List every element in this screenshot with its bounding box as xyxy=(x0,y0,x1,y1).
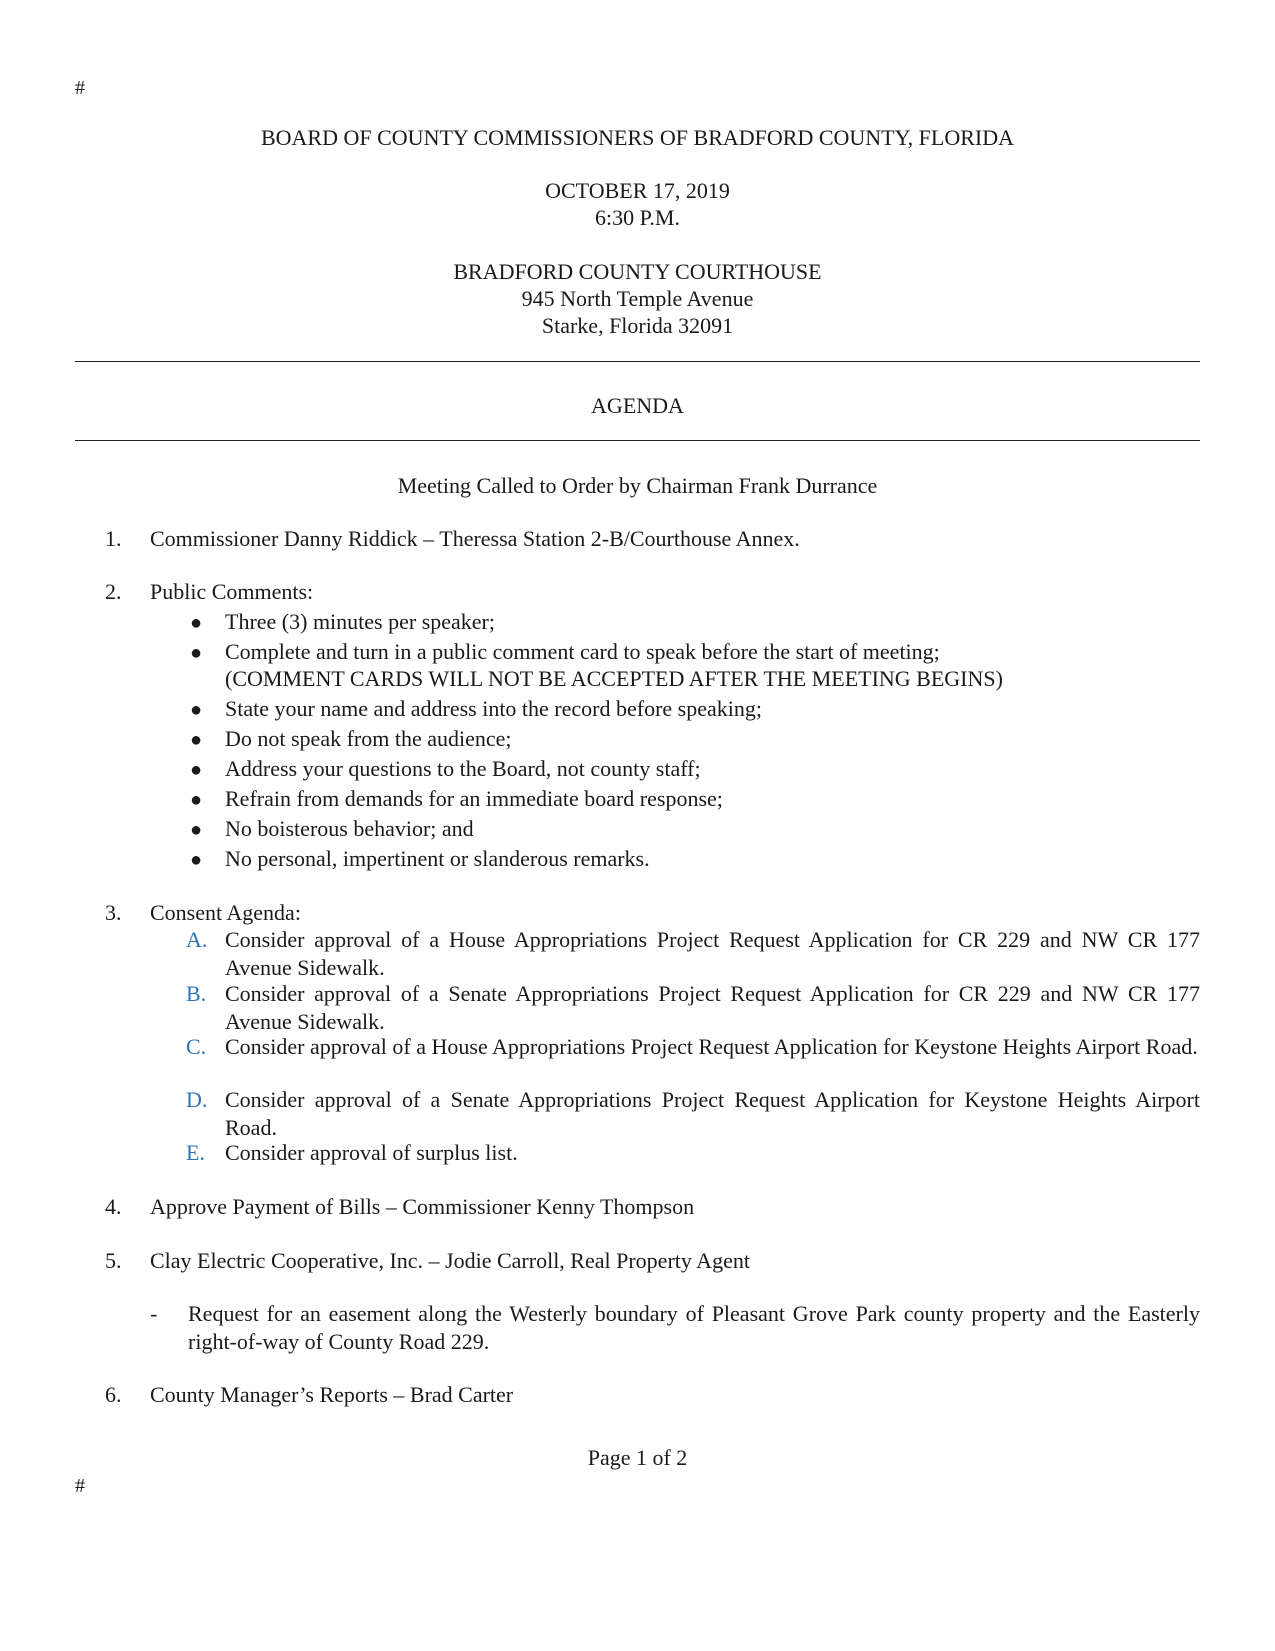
item-text: Approve Payment of Bills – Commissioner Kenny Thompson xyxy=(150,1194,695,1219)
consent-letter: D. xyxy=(186,1087,208,1112)
consent-item: Consider approval of a House Appropriations Project Request Application for Keystone Heights Airport Road. xyxy=(225,1034,1198,1059)
consent-item: Consider approval of a Senate Appropriations Project Request Application for CR 229 and NW CR 177 Avenue Sidewalk. xyxy=(225,981,1200,1034)
consent-letter: C. xyxy=(186,1034,207,1059)
bullet-icon: ● xyxy=(190,699,203,721)
agenda-heading: AGENDA xyxy=(591,393,684,418)
consent-letter: B. xyxy=(186,981,207,1006)
dash-marker: - xyxy=(150,1301,158,1326)
item-number: 6. xyxy=(105,1382,122,1407)
bullet-icon: ● xyxy=(190,612,203,634)
page-marker-top: # xyxy=(75,77,85,99)
page-number: Page 1 of 2 xyxy=(587,1445,688,1470)
page-marker-bottom: # xyxy=(75,1475,85,1497)
bullet-icon: ● xyxy=(190,759,203,781)
bullet-icon: ● xyxy=(190,642,203,664)
list-item: Refrain from demands for an immediate board response; xyxy=(225,786,723,811)
item-number: 4. xyxy=(105,1194,122,1219)
list-item: Three (3) minutes per speaker; xyxy=(225,609,495,634)
bullet-icon: ● xyxy=(190,729,203,751)
list-item: State your name and address into the record before speaking; xyxy=(225,696,762,721)
item-number: 5. xyxy=(105,1248,122,1273)
header-rule-top xyxy=(75,361,1200,362)
list-item: Complete and turn in a public comment card to speak before the start of meeting; xyxy=(225,639,940,664)
bullet-icon: ● xyxy=(190,789,203,811)
bullet-icon: ● xyxy=(190,819,203,841)
list-item-continuation: (COMMENT CARDS WILL NOT BE ACCEPTED AFTER THE MEETING BEGINS) xyxy=(225,666,1003,691)
venue-address-line2: Starke, Florida 32091 xyxy=(541,313,734,338)
meeting-time: 6:30 P.M. xyxy=(595,205,680,230)
list-item: Do not speak from the audience; xyxy=(225,726,512,751)
item-text: Public Comments: xyxy=(150,579,314,604)
consent-letter: A. xyxy=(186,927,208,952)
board-title: BOARD OF COUNTY COMMISSIONERS OF BRADFORD COUNTY, FLORIDA xyxy=(260,125,1014,150)
consent-item: Consider approval of surplus list. xyxy=(225,1140,518,1165)
item-text: Clay Electric Cooperative, Inc. – Jodie Carroll, Real Property Agent xyxy=(150,1248,750,1273)
meeting-date: OCTOBER 17, 2019 xyxy=(545,178,730,203)
sub-item-text: Request for an easement along the Westerly boundary of Pleasant Grove Park county property and the Easterly right-of-way of County Road 229. xyxy=(188,1301,1200,1354)
item-text: County Manager’s Reports – Brad Carter xyxy=(150,1382,514,1407)
item-text: Commissioner Danny Riddick – Theressa Station 2-B/Courthouse Annex. xyxy=(150,526,800,551)
list-item: Address your questions to the Board, not county staff; xyxy=(225,756,701,781)
item-number: 3. xyxy=(105,900,122,925)
consent-letter: E. xyxy=(186,1140,205,1165)
list-item: No boisterous behavior; and xyxy=(225,816,474,841)
item-number: 1. xyxy=(105,526,122,551)
item-number: 2. xyxy=(105,579,122,604)
bullet-icon: ● xyxy=(190,849,203,871)
header-rule-bottom xyxy=(75,440,1200,441)
item-text: Consent Agenda: xyxy=(150,900,301,925)
venue-address-line1: 945 North Temple Avenue xyxy=(521,286,754,311)
venue-name: BRADFORD COUNTY COURTHOUSE xyxy=(453,259,822,284)
list-item: No personal, impertinent or slanderous remarks. xyxy=(225,846,650,871)
consent-item: Consider approval of a Senate Appropriations Project Request Application for Keystone Heights Airport Road. xyxy=(225,1087,1200,1140)
call-to-order: Meeting Called to Order by Chairman Frank Durrance xyxy=(397,473,878,498)
consent-item: Consider approval of a House Appropriations Project Request Application for CR 229 and NW CR 177 Avenue Sidewalk. xyxy=(225,927,1200,980)
